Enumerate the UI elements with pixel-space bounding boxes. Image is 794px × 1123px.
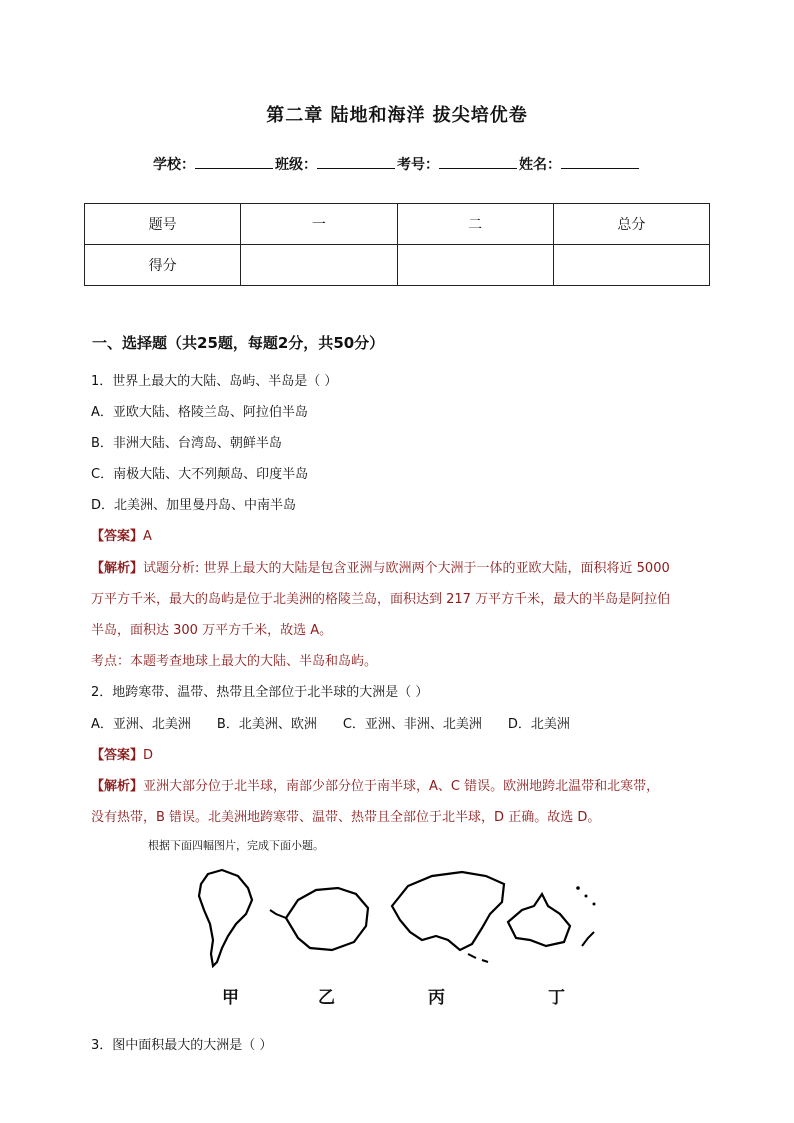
page-title: 第二章 陆地和海洋 拔尖培优卷	[266, 105, 528, 126]
q2-options	[91, 713, 596, 732]
map-label-yi: 乙	[318, 988, 335, 1008]
score-cell	[397, 245, 553, 286]
name-label: 姓名：	[519, 157, 561, 173]
q2-stem: 2．地跨寒带、温带、热带且全部位于北半球的大洲是（ ）	[91, 685, 429, 700]
continent-outline-eurasia	[392, 872, 504, 950]
new-zealand-icon	[582, 932, 594, 946]
q1-answer	[91, 525, 152, 544]
q1-option-a: A．亚欧大陆、格陵兰岛、阿拉伯半岛	[91, 405, 308, 420]
score-table-score-row	[85, 245, 710, 286]
score-cell	[553, 245, 709, 286]
q1-analysis-line-2: 万平方千米，最大的岛屿是位于北美洲的格陵兰岛，面积达到 217 万平方千米，最大的半岛是阿拉伯	[91, 592, 671, 607]
score-cell: 二	[397, 204, 553, 245]
answer-tag: 【答案】	[91, 529, 144, 544]
q1-option-d: D．北美洲、加里曼丹岛、中南半岛	[91, 498, 297, 513]
antarctic-peninsula-icon	[270, 910, 286, 918]
q2-answer	[91, 744, 153, 763]
score-cell: 总分	[553, 204, 709, 245]
score-cell: 题号	[85, 204, 241, 245]
analysis-tag: 【解析】	[91, 561, 144, 576]
q1-analysis-line-1	[91, 557, 670, 576]
score-cell: 一	[241, 204, 397, 245]
class-label: 班级：	[275, 157, 317, 173]
q2-option-d: D．北美洲	[507, 717, 570, 732]
name-blank	[561, 155, 639, 169]
class-blank	[317, 155, 395, 169]
pacific-islands-icon	[593, 903, 596, 906]
q1-kaodian: 考点：本题考查地球上最大的大陆、半岛和岛屿。	[91, 654, 378, 669]
pacific-islands-icon	[576, 886, 580, 890]
section-title: 一、选择题（共25题，每题2分，共50分）	[92, 334, 385, 352]
map-caption: 根据下面四幅图片，完成下面小题。	[148, 839, 324, 852]
q2-option-a: A．亚洲、北美洲	[91, 717, 191, 732]
school-blank	[195, 155, 273, 169]
score-table	[84, 203, 710, 286]
q2-option-b: B．北美洲、欧洲	[216, 717, 317, 732]
continent-outline-australia	[508, 894, 570, 946]
continent-outline-south-america	[199, 870, 252, 966]
q2-option-c: C．亚洲、非洲、北美洲	[342, 717, 482, 732]
q2-analysis-line-1	[91, 775, 659, 794]
q1-stem: 1．世界上最大的大陆、岛屿、半岛是（ ）	[91, 374, 338, 389]
school-label: 学校：	[153, 157, 195, 173]
analysis-tag: 【解析】	[91, 779, 144, 794]
map-label-bing: 丙	[428, 988, 445, 1008]
answer-tag: 【答案】	[91, 748, 144, 763]
answer-value: A	[143, 529, 152, 544]
score-cell	[241, 245, 397, 286]
q1-analysis-line-3: 半岛，面积达 300 万平方千米，故选 A。	[91, 623, 333, 638]
exam-no-blank	[439, 155, 517, 169]
q1-option-b: B．非洲大陆、台湾岛、朝鲜半岛	[91, 436, 282, 451]
answer-value: D	[143, 748, 154, 763]
analysis-text: 试题分析: 世界上最大的大陆是包含亚洲与欧洲两个大洲于一体的亚欧大陆，面积将近 5000	[143, 561, 670, 576]
q2-analysis-line-2: 没有热带，B 错误。北美洲地跨寒带、温带、热带且全部位于北半球，D 正确。故选 D。	[91, 810, 601, 825]
q3-stem: 3．图中面积最大的大洲是（ ）	[91, 1038, 273, 1053]
map-label-ding: 丁	[548, 988, 565, 1008]
pacific-islands-icon	[585, 895, 588, 898]
q1-option-c: C．南极大陆、大不列颠岛、印度半岛	[91, 467, 309, 482]
score-table-header-row	[85, 204, 710, 245]
map-label-jia: 甲	[222, 988, 239, 1008]
continent-maps-figure	[186, 862, 606, 972]
analysis-text: 亚洲大部分位于北半球，南部少部分位于南半球，A、C 错误。欧洲地跨北温带和北寒带，	[143, 779, 660, 794]
student-info-line	[0, 154, 794, 174]
continent-outline-antarctica	[286, 888, 368, 950]
exam-no-label: 考号：	[397, 157, 439, 173]
archipelago-icon	[468, 954, 488, 962]
score-cell: 得分	[85, 245, 241, 286]
